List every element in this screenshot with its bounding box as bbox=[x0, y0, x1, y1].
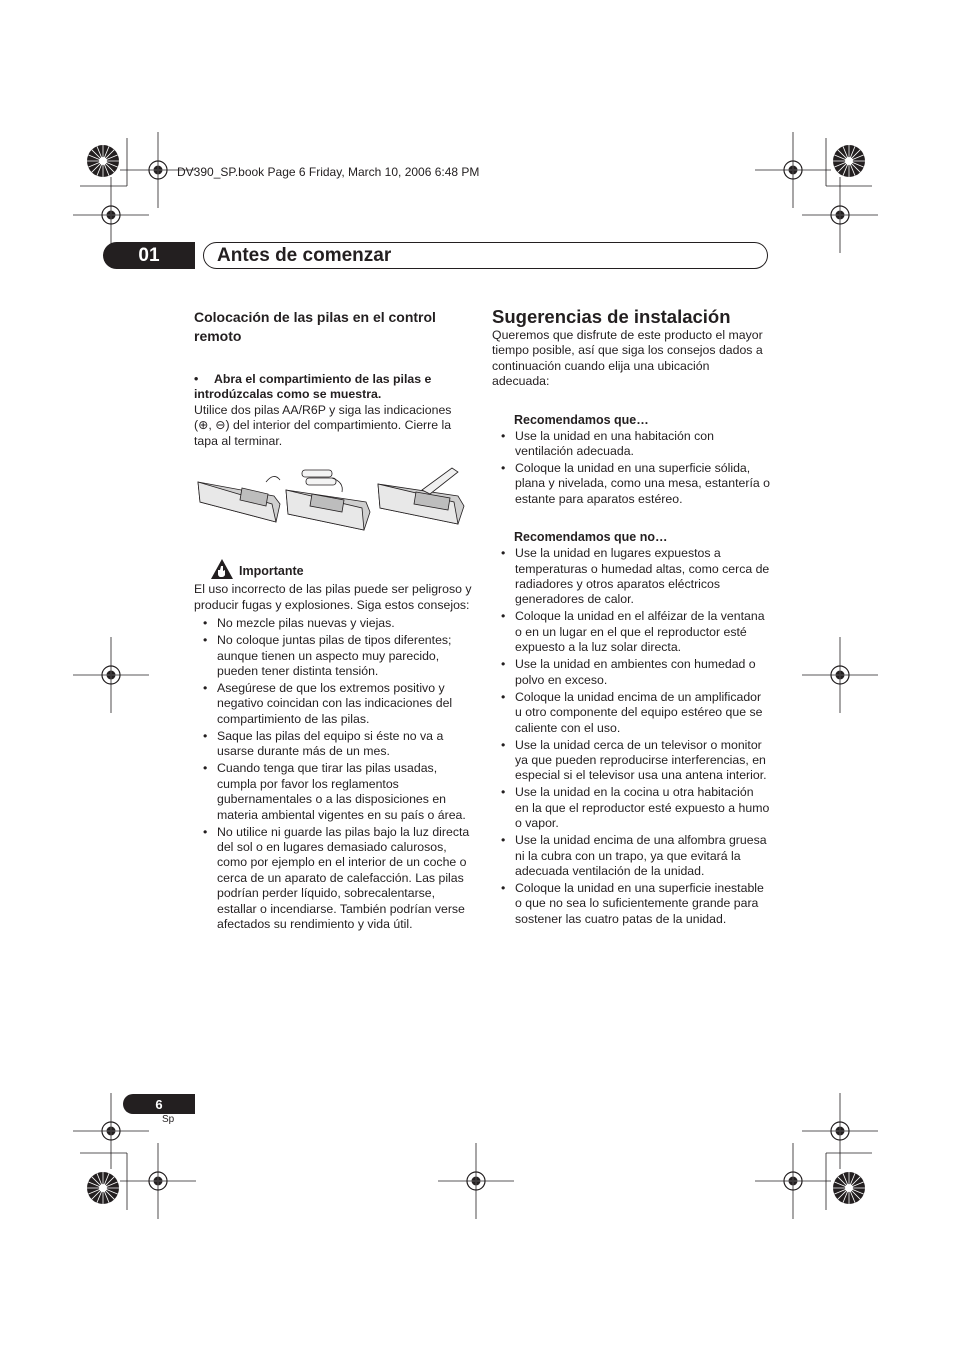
left-column bbox=[194, 308, 472, 934]
battery-step bbox=[194, 372, 472, 403]
do-heading: Recomendamos que… bbox=[514, 412, 649, 427]
installation-intro: Queremos que disfrute de este producto el mayor tiempo posible, así que siga los consejos dados a continuación cuando elija una ubicación adecuada: bbox=[492, 328, 763, 389]
chapter-number: 01 bbox=[103, 242, 195, 269]
list-item: • Asegúrese de que los extremos positivo y negativo coincidan con las indicaciones del compartimiento de las pilas. bbox=[194, 681, 472, 727]
list-item: • Coloque la unidad en el alféizar de la ventana o en un lugar en el que el reproductor esté expuesto a la luz solar directa. bbox=[492, 609, 770, 655]
do-list bbox=[492, 429, 770, 508]
list-item: • Use la unidad cerca de un televisor o monitor ya que pueden reproducirse interferencias, en especial si el televisor usa una antena interior. bbox=[492, 738, 770, 784]
list-item: • Use la unidad en ambientes con humedad o polvo en exceso. bbox=[492, 657, 770, 688]
remote-battery-illustration bbox=[194, 464, 468, 542]
page-language: Sp bbox=[162, 1114, 175, 1125]
list-item: • Use la unidad encima de una alfombra gruesa ni la cubra con un trapo, ya que evitará la adecuada ventilación de la unidad. bbox=[492, 833, 770, 879]
hand-warning-icon bbox=[210, 558, 234, 580]
list-item: • No mezcle pilas nuevas y viejas. bbox=[194, 616, 472, 631]
star-mark-bottom-right bbox=[833, 1172, 865, 1204]
step-bullet: • bbox=[194, 372, 199, 386]
star-mark-top-right bbox=[833, 145, 865, 177]
file-slug: DV390_SP.book Page 6 Friday, March 10, 2006 6:48 PM bbox=[177, 165, 480, 179]
list-item: • Saque las pilas del equipo si éste no va a usarse durante más de un mes. bbox=[194, 729, 472, 760]
battery-step-text: Abra el compartimiento de las pilas e introdúzcalas como se muestra. bbox=[194, 372, 432, 402]
battery-heading: Colocación de las pilas en el control remoto bbox=[194, 309, 436, 344]
list-item: • Use la unidad en una habitación con ventilación adecuada. bbox=[492, 429, 770, 460]
important-text: El uso incorrecto de las pilas puede ser peligroso y producir fugas y explosiones. Siga estos consejos: bbox=[194, 582, 472, 612]
right-column bbox=[492, 306, 770, 929]
list-item: • Use la unidad en la cocina u otra habitación en la que el reproductor esté expuesto a humo o vapor. bbox=[492, 785, 770, 831]
list-item: • No coloque juntas pilas de tipos diferentes; aunque tienen un aspecto muy parecido, pueden tener distinta tensión. bbox=[194, 633, 472, 679]
list-item: • Coloque la unidad encima de un amplificador u otro componente del equipo estéreo que se caliente con el uso. bbox=[492, 690, 770, 736]
battery-instructions: Utilice dos pilas AA/R6P y siga las indicaciones (⊕, ⊖) del interior del compartimiento. Cierre la tapa al terminar. bbox=[194, 402, 452, 448]
list-item: • Cuando tenga que tirar las pilas usadas, cumpla por favor los reglamentos gubernamentales o a las disposiciones en materia ambiental vigentes en su país o área. bbox=[194, 761, 472, 823]
list-item: • Coloque la unidad en una superficie sólida, plana y nivelada, como una mesa, estantería o estante para aparatos estéreo. bbox=[492, 461, 770, 507]
page-number: 6 bbox=[123, 1094, 195, 1114]
dont-heading: Recomendamos que no… bbox=[514, 530, 668, 545]
star-mark-bottom-left bbox=[87, 1172, 119, 1204]
dont-list bbox=[492, 546, 770, 927]
list-item: • No utilice ni guarde las pilas bajo la luz directa del sol o en lugares demasiado calurosos, como por ejemplo en el interior de un coche o cerca de un aparato de calefacción. Las pilas podrían perder líquido, sobrecalentarse, estallar o incendiarse. También podrían verse afectados su rendimiento y vida útil. bbox=[194, 825, 472, 933]
important-list bbox=[194, 616, 472, 932]
star-mark-top-left bbox=[87, 145, 119, 177]
important-label: Importante bbox=[239, 564, 304, 579]
important-header bbox=[194, 558, 472, 580]
installation-heading: Sugerencias de instalación bbox=[492, 306, 731, 327]
chapter-title: Antes de comenzar bbox=[217, 245, 392, 266]
list-item: • Use la unidad en lugares expuestos a temperaturas o humedad altas, como cerca de radiadores y otros aparatos eléctricos generadores de calor. bbox=[492, 546, 770, 608]
list-item: • Coloque la unidad en una superficie inestable o que no sea lo suficientemente grande para sostener las cuatro patas de la unidad. bbox=[492, 881, 770, 927]
